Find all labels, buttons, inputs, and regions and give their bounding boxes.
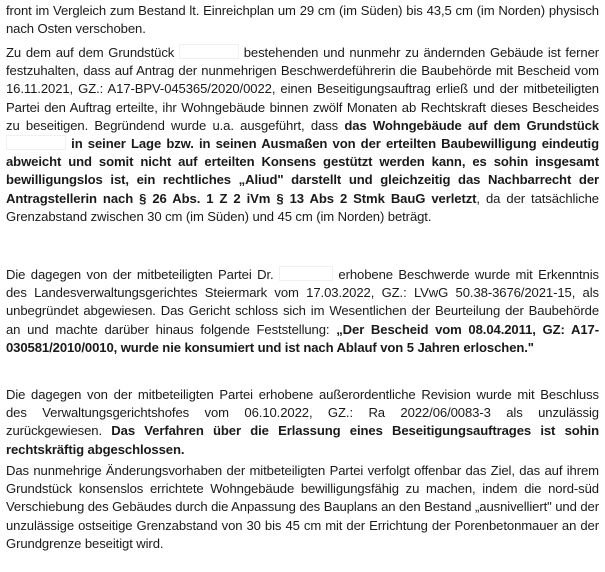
paragraph-1-text: front im Vergleich zum Bestand lt. Einreichplan um 29 cm (im Süden) bis 43,5 cm (im Norden) physisch nach Osten verschoben. — [6, 3, 599, 37]
paragraph-2-text-2: bestehenden und nunmehr zu ändernden Gebäude ist ferner festzuhalten, dass auf Antrag der nunmehrigen Beschwerdeführerin die Baubehörde mit Bescheid vom 16.11.2021, GZ.: A17-BPV-045365/2020/0022, einen Beseitigungsauftrag erließ und der mitbeteiligten Partei den Auftrag erteilte, ihr Wohngebäude binnen zwölf Monaten ab Rechtskraft dieses Bescheides zu beseitigen. Begründend wurde u.a. ausgeführt, dass — [6, 45, 600, 133]
paragraph-4-bold: Das Verfahren über die Erlassung eines Beseitigungsauftrages ist sohin rechtskräftig abgeschlossen. — [6, 423, 599, 457]
paragraph-2-bold-1: das Wohngebäude auf dem Grundstück — [344, 117, 599, 133]
paragraph-2-text-3: , da der tatsächliche Grenzabstand zwischen 30 cm (im Süden) und 45 cm (im Norden) beträgt. — [6, 190, 599, 224]
paragraph-5 — [6, 462, 599, 553]
paragraph-2-bold-2: in seiner Lage bzw. in seinen Ausmaßen von der erteilten Baubewilligung eindeutig abweicht und somit nicht auf erteilten Konsens gestützt werden kann, es sohin insgesamt bewilligungslos ist, ein rechtliches „Aliud" darstellt und gleichzeitig das Nachbarrecht der Antragstellerin nach § 26 Abs. 1 Z 2 iVm § 13 Abs 2 Stmk BauG verletzt — [6, 136, 599, 206]
paragraph-4-text: Die dagegen von der mitbeteiligten Partei erhobene außerordentliche Revision wurde mit Beschluss des Verwaltungsgerichtshofes vom 06.10.2022, GZ.: Ra 2022/06/0083-3 als unzulässig zurückgewiesen. — [6, 387, 599, 439]
paragraph-3-text-1: Die dagegen von der mitbeteiligten Partei Dr. — [6, 267, 279, 282]
paragraph-3-text-2: erhobene Beschwerde wurde mit Erkenntnis des Landesverwaltungsgerichtes Steiermark vom 17.03.2022, GZ.: LVwG 50.38-3676/2021-15, als unbegründet abgewiesen. Das Gericht schloss sich im Wesentlichen der Beurteilung der Baubehörde an und machte darüber hinaus folgende Feststellung: — [6, 267, 599, 337]
paragraph-3-bold-quote: „Der Bescheid vom 08.04.2011, GZ: A17-030581/2010/0010, wurde nie konsumiert und ist nach Ablauf von 5 Jahren erloschen." — [6, 321, 599, 355]
redaction-box — [6, 135, 66, 150]
paragraph-2-text-1: Zu dem auf dem Grundstück — [6, 45, 179, 60]
paragraph-4 — [6, 386, 599, 459]
redaction-box — [279, 266, 333, 281]
paragraph-2 — [6, 44, 599, 226]
paragraph-1 — [6, 2, 599, 38]
paragraph-5-text: Das nunmehrige Änderungsvorhaben der mitbeteiligten Partei verfolgt offenbar das Ziel, das auf ihrem Grundstück konsenslos errichtete Wohngebäude bewilligungsfähig zu machen, indem die nord-süd Verschiebung des Gebäudes durch die Anpassung des Bauplans an den Bestand „ausnivelliert" und der unzulässige ostseitige Grenzabstand von 30 bis 45 cm mit der Errichtung der Porenbetonmauer an der Grundgrenze beseitigt wird. — [6, 463, 599, 551]
redaction-box — [179, 44, 239, 59]
paragraph-3 — [6, 266, 599, 357]
